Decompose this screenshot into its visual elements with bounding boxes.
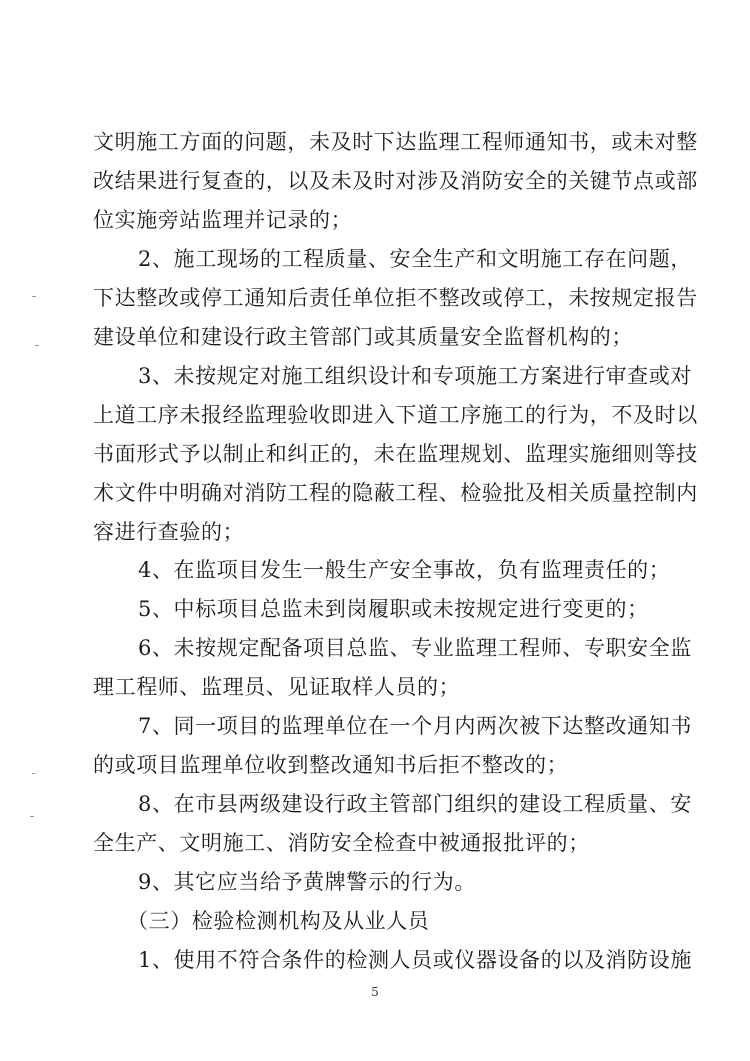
text-line: 的或项目监理单位收到整改通知书后拒不整改的； — [93, 753, 569, 777]
text-line: 文明施工方面的问题，未及时下达监理工程师通知书，或未对整 — [93, 130, 698, 154]
text-line: 理工程师、监理员、见证取样人员的； — [93, 675, 461, 699]
text-line: 3、未按规定对施工组织设计和专项施工方案进行审查或对 — [138, 364, 692, 388]
text-line: 2、施工现场的工程质量、安全生产和文明施工存在问题， — [138, 247, 692, 271]
text-line: 上道工序未报经监理验收即进入下道工序施工的行为，不及时以 — [93, 403, 698, 427]
text-line: 建设单位和建设行政主管部门或其质量安全监督机构的； — [93, 325, 633, 349]
text-line: 容进行查验的； — [93, 520, 245, 544]
text-line: 8、在市县两级建设行政主管部门组织的建设工程质量、安 — [138, 792, 692, 816]
scan-speck — [35, 345, 39, 346]
text-line: 7、同一项目的监理单位在一个月内两次被下达整改通知书 — [138, 714, 692, 738]
page-number: 5 — [371, 985, 379, 999]
text-line: 位实施旁站监理并记录的； — [93, 208, 353, 232]
text-line: 书面形式予以制止和纠正的，未在监理规划、监理实施细则等技 — [93, 442, 698, 466]
section-heading: （三）检验检测机构及从业人员 — [127, 909, 430, 933]
text-line: 下达整改或停工通知后责任单位拒不整改或停工，未按规定报告 — [93, 286, 698, 310]
scan-speck — [32, 296, 36, 297]
text-line: 6、未按规定配备项目总监、专业监理工程师、专职安全监 — [138, 636, 692, 660]
text-line: 全生产、文明施工、消防安全检查中被通报批评的； — [93, 831, 590, 855]
text-line: 1、使用不符合条件的检测人员或仪器设备的以及消防设施 — [138, 948, 692, 972]
text-line: 术文件中明确对消防工程的隐蔽工程、检验批及相关质量控制内 — [93, 481, 698, 505]
text-line: 5、中标项目总监未到岗履职或未按规定进行变更的； — [138, 597, 649, 621]
text-line: 9、其它应当给予黄牌警示的行为。 — [138, 870, 476, 894]
scan-speck — [32, 773, 35, 774]
scan-speck — [30, 816, 34, 817]
text-line: 改结果进行复查的，以及未及时对涉及消防安全的关键节点或部 — [93, 169, 698, 193]
text-line: 4、在监项目发生一般生产安全事故，负有监理责任的； — [138, 558, 671, 582]
